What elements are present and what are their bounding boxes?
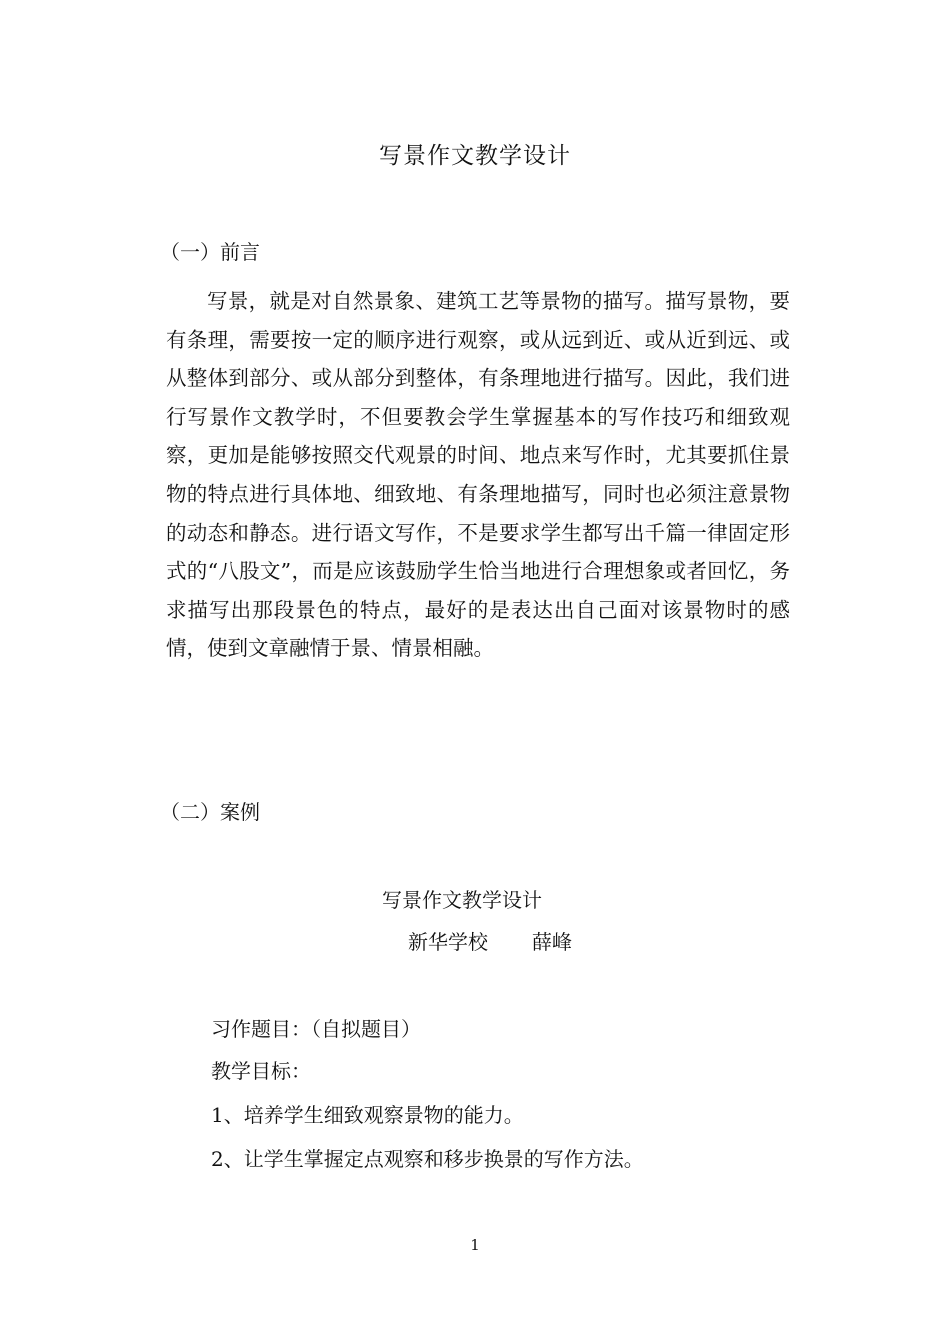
preface-heading: （一）前言	[160, 240, 260, 264]
preface-paragraph: 写景，就是对自然景象、建筑工艺等景物的描写。描写景物，要有条理，需要按一定的顺序进行观察，或从远到近、或从近到远、或从整体到部分、或从部分到整体，有条理地进行描写。因此，我们进行写景作文教学时，不但要教会学生掌握基本的写作技巧和细致观察，更加是能够按照交代观景的时间、地点来写作时，尤其要抓住景物的特点进行具体地、细致地、有条理地描写，同时也必须注意景物的动态和静态。进行语文写作，不是要求学生都写出千篇一律固定形式的“八股文”，而是应该鼓励学生恰当地进行合理想象或者回忆，务求描写出那段景色的特点，最好的是表达出自己面对该景物时的感情，使到文章融情于景、情景相融。	[166, 289, 790, 661]
school-name: 新华学校	[408, 930, 488, 954]
document-title: 写景作文教学设计	[379, 143, 571, 169]
author-name: 薛峰	[532, 930, 572, 954]
goals-label: 教学目标：	[211, 1059, 311, 1083]
case-byline	[408, 926, 572, 958]
topic-line: 习作题目：（自拟题目）	[211, 1017, 421, 1041]
goal-item: 1、培养学生细致观察景物的能力。	[211, 1103, 524, 1127]
case-title: 写景作文教学设计	[382, 888, 542, 912]
case-heading: （二）案例	[160, 800, 260, 824]
page-number: 1	[470, 1236, 480, 1254]
goal-item: 2、让学生掌握定点观察和移步换景的写作方法。	[211, 1147, 644, 1171]
